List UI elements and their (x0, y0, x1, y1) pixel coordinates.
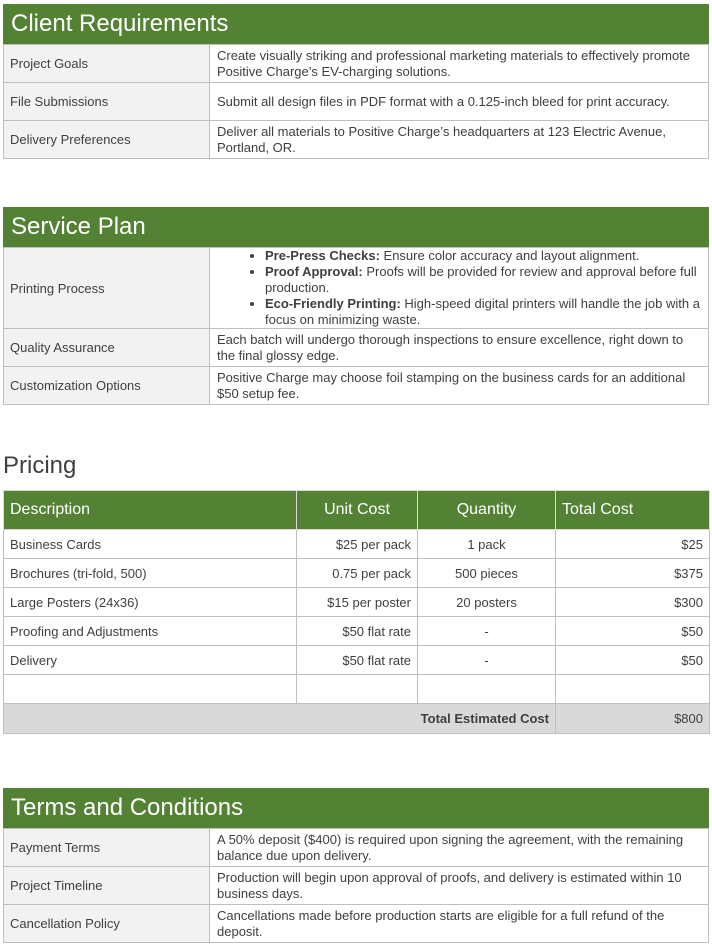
cell-unit-cost: $25 per pack (297, 530, 418, 559)
service-plan-section (3, 207, 709, 405)
row-label: Project Goals (4, 45, 210, 83)
printing-process-list (217, 248, 702, 328)
cell-unit-cost: $15 per poster (297, 588, 418, 617)
item-text: Proofs will be provided for review and approval before full production. (265, 264, 697, 295)
item-text: Ensure color accuracy and layout alignment. (379, 248, 640, 263)
pricing-table (3, 490, 710, 734)
row-label: Customization Options (4, 367, 210, 405)
cell-total-cost: $25 (556, 530, 710, 559)
table-row (4, 559, 710, 588)
table-row (4, 45, 709, 83)
table-row (4, 329, 709, 367)
list-item (265, 264, 702, 296)
cell-unit-cost: $50 flat rate (297, 617, 418, 646)
cell-description: Brochures (tri-fold, 500) (4, 559, 297, 588)
table-row (4, 617, 710, 646)
cell-quantity: 20 posters (418, 588, 556, 617)
section-title: Service Plan (3, 207, 709, 247)
cell-unit-cost: $50 flat rate (297, 646, 418, 675)
table-row-empty (4, 675, 710, 704)
row-value: Create visually striking and professional marketing materials to effectively promote Positive Charge’s EV-charging solutions. (210, 45, 709, 83)
client-requirements-section (3, 4, 709, 159)
item-heading: Eco-Friendly Printing: (265, 296, 401, 311)
row-label: Cancellation Policy (4, 905, 210, 943)
total-row (4, 704, 710, 734)
row-value: Each batch will undergo thorough inspections to ensure excellence, right down to the final glossy edge. (210, 329, 709, 367)
service-plan-table (3, 247, 709, 405)
item-heading: Pre-Press Checks: (265, 248, 380, 263)
pricing-section (3, 490, 709, 734)
terms-table (3, 828, 709, 943)
row-label: Printing Process (4, 248, 210, 329)
cell-description: Proofing and Adjustments (4, 617, 297, 646)
row-label: File Submissions (4, 83, 210, 121)
item-text: High-speed digital printers will handle the job with a focus on minimizing waste. (265, 296, 700, 327)
column-header: Total Cost (556, 491, 710, 530)
total-value: $800 (556, 704, 710, 734)
section-title: Client Requirements (3, 4, 709, 44)
row-value: Submit all design files in PDF format with a 0.125-inch bleed for print accuracy. (210, 83, 709, 121)
table-row (4, 867, 709, 905)
table-row (4, 530, 710, 559)
table-row (4, 646, 710, 675)
row-value: Production will begin upon approval of proofs, and delivery is estimated within 10 business days. (210, 867, 709, 905)
table-row (4, 905, 709, 943)
cell-quantity: 500 pieces (418, 559, 556, 588)
cell-total-cost (556, 675, 710, 704)
row-label: Quality Assurance (4, 329, 210, 367)
table-row (4, 248, 709, 329)
cell-description: Business Cards (4, 530, 297, 559)
cell-unit-cost (297, 675, 418, 704)
row-label: Delivery Preferences (4, 121, 210, 159)
table-row (4, 588, 710, 617)
cell-quantity: - (418, 617, 556, 646)
cell-quantity: - (418, 646, 556, 675)
section-title: Terms and Conditions (3, 788, 709, 828)
row-value: Deliver all materials to Positive Charge’s headquarters at 123 Electric Avenue, Portland, OR. (210, 121, 709, 159)
cell-description: Delivery (4, 646, 297, 675)
terms-section (3, 788, 709, 943)
cell-quantity (418, 675, 556, 704)
row-label: Payment Terms (4, 829, 210, 867)
table-header-row (4, 491, 710, 530)
table-row (4, 829, 709, 867)
table-row (4, 83, 709, 121)
cell-total-cost: $50 (556, 617, 710, 646)
cell-description: Large Posters (24x36) (4, 588, 297, 617)
column-header: Quantity (418, 491, 556, 530)
client-requirements-table (3, 44, 709, 159)
cell-total-cost: $375 (556, 559, 710, 588)
table-row (4, 121, 709, 159)
cell-total-cost: $50 (556, 646, 710, 675)
pricing-title: Pricing (3, 452, 77, 479)
cell-unit-cost: 0.75 per pack (297, 559, 418, 588)
item-heading: Proof Approval: (265, 264, 363, 279)
total-label: Total Estimated Cost (4, 704, 556, 734)
cell-total-cost: $300 (556, 588, 710, 617)
row-label: Project Timeline (4, 867, 210, 905)
list-item (265, 248, 702, 264)
table-row (4, 367, 709, 405)
row-value: Cancellations made before production starts are eligible for a full refund of the deposit. (210, 905, 709, 943)
cell-quantity: 1 pack (418, 530, 556, 559)
column-header: Description (4, 491, 297, 530)
cell-description (4, 675, 297, 704)
row-value: Positive Charge may choose foil stamping on the business cards for an additional $50 setup fee. (210, 367, 709, 405)
list-item (265, 296, 702, 328)
row-value: A 50% deposit ($400) is required upon signing the agreement, with the remaining balance due upon delivery. (210, 829, 709, 867)
column-header: Unit Cost (297, 491, 418, 530)
row-value (210, 248, 709, 329)
